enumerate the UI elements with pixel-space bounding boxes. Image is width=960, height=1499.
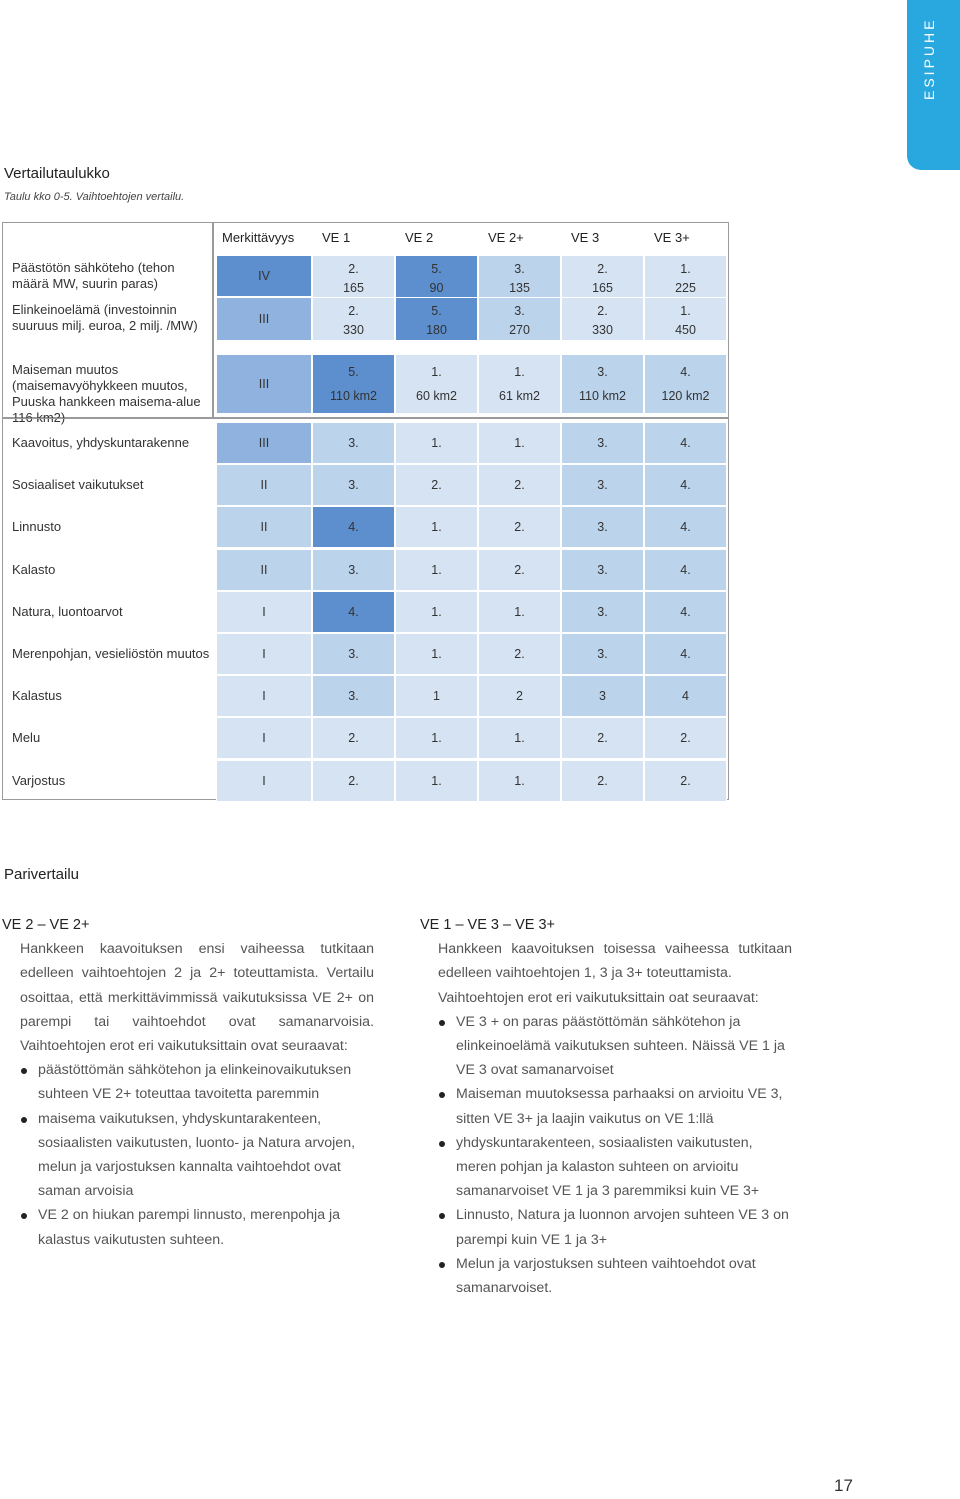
measured-value: 330 [592,323,613,337]
rank-value: 1. [514,731,525,746]
value-cell [478,591,561,633]
measured-value: 165 [343,281,364,295]
value-cell [644,675,727,717]
rank-value: 4. [348,604,359,619]
rank-value: 3. [597,436,608,450]
value-cell [478,760,561,802]
left-bullet-list [20,1058,374,1252]
value-cell [644,354,727,414]
sig-value: I [262,604,266,619]
rank-value: 1. [431,520,442,535]
rank-value: 4 [682,689,689,704]
value-cell [644,255,727,299]
value-cell [644,591,727,633]
measured-value: 225 [675,281,696,295]
rank-value: 2. [514,562,525,577]
value-cell [561,255,644,299]
header-ve3plus: VE 3+ [654,230,690,245]
value-cell [478,354,561,414]
page-number: 17 [834,1476,853,1495]
value-cell [395,506,478,548]
value-cell [395,297,478,341]
row-label: Melu [12,730,41,746]
right-intro: Hankkeen kaavoituksen toisessa vaiheessa tutkitaan edelleen vaihtoehtojen 1, 3 ja 3+ toteuttamista. [438,941,792,982]
rank-value: 2. [514,520,525,535]
rank-value: 4. [680,562,691,577]
value-cell [561,354,644,414]
rank-value: 1. [431,731,442,746]
sig-cell [216,591,312,633]
rank-value: 1. [514,773,525,788]
row-label: Merenpohjan, vesieliöstön muutos [12,646,210,661]
rank-value: 4. [680,520,691,535]
rank-value: 3. [597,647,608,661]
measured-value: 270 [509,323,530,337]
rank-value: 3. [348,647,359,661]
value-cell [644,297,727,341]
rank-value: 3. [597,520,608,535]
rank-value: 1. [431,365,442,379]
rank-value: 3. [514,304,525,318]
value-cell [395,255,478,299]
rank-value: 4. [680,365,691,379]
value-cell [561,717,644,759]
row-label-economy: Elinkeinoelämä (investoinnin suuruus milj. euroa, 2 milj. /MW) [12,302,198,333]
sig-cell-power [216,255,312,297]
sig-value: II [260,478,268,493]
rank-value: 2. [597,731,608,746]
rank-value: 5. [348,365,359,379]
value-cell [561,297,644,341]
measured-value: 330 [343,323,364,337]
value-cell [312,760,395,802]
value-cell [561,675,644,717]
sig-value: I [262,773,266,788]
rank-value: 4. [680,647,691,661]
rank-value: 4. [680,478,691,493]
sig-value: II [260,562,268,577]
value-cell [644,633,727,675]
measured-value: 110 km2 [578,389,626,403]
value-cell [644,717,727,759]
measured-value: 61 km2 [499,389,540,403]
value-cell [561,633,644,675]
value-cell [312,675,395,717]
rank-value: 1. [431,436,442,450]
rank-value: 2. [514,478,525,493]
list-item: päästöttömän sähkötehon ja elinkeinovaikutuksen suhteen VE 2+ toteuttaa tavoitetta paremmin [20,1058,374,1106]
value-cell [478,717,561,759]
value-cell [395,354,478,414]
rank-value: 1. [514,604,525,619]
sig-cell [216,422,312,464]
list-item: Linnusto, Natura ja luonnon arvojen suhteen VE 3 on parempi kuin VE 1 ja 3+ [438,1203,792,1251]
rank-value: 1. [431,647,442,661]
row-label: Sosiaaliset vaikutukset [12,477,144,493]
value-cell [478,506,561,548]
rank-value: 1. [514,365,525,379]
rank-value: 1. [680,304,691,318]
value-cell [312,354,395,414]
rank-value: 2. [597,773,608,788]
rank-value: 4. [348,520,359,535]
rank-value: 3. [514,262,525,276]
value-cell [395,760,478,802]
value-cell [312,549,395,591]
sig-cell [216,675,312,717]
list-item: Maiseman muutoksessa parhaaksi on arvioitu VE 3, sitten VE 3+ ja laajin vaikutus on VE 1:llä [438,1082,792,1130]
rank-value: 3 [599,689,606,704]
rank-value: 1. [431,773,442,788]
row-label-power: Päästötön sähköteho (tehon määrä MW, suurin paras) [12,260,175,291]
measured-value: 90 [429,281,444,295]
value-cell [312,422,395,464]
sig-value: III [258,436,270,450]
list-item: VE 2 on hiukan parempi linnusto, merenpohja ja kalastus vaikutusten suhteen. [20,1203,374,1251]
value-cell [312,506,395,548]
rank-value: 4. [680,436,691,450]
header-ve1: VE 1 [322,230,351,245]
rank-value: 2. [348,262,359,276]
row-label: Varjostus [12,772,66,788]
rank-value: 2. [348,773,359,788]
value-cell [478,464,561,506]
row-label: Natura, luontoarvot [12,603,123,619]
row-label: Kaavoitus, yhdyskuntarakenne [12,435,190,450]
sig-value: I [262,731,266,746]
right-intro-2: Vaihtoehtojen erot eri vaikutuksittain oat seuraavat: [438,989,759,1006]
value-cell [478,675,561,717]
section-tab-label: ESIPUHE [921,17,937,100]
rank-value: 5. [431,304,442,318]
row-label: Kalasto [12,561,56,577]
header-ve2: VE 2 [405,230,434,245]
right-column [420,913,792,1300]
rank-value: 2. [597,304,608,318]
rank-value: 2. [514,647,525,661]
value-cell [478,549,561,591]
value-cell [561,506,644,548]
value-cell [395,422,478,464]
value-cell [644,422,727,464]
value-cell [395,464,478,506]
value-cell [312,591,395,633]
rank-value: 2. [348,304,359,318]
value-cell [312,633,395,675]
sig-cell [216,464,312,506]
header-significance: Merkittävyys [222,230,295,245]
list-item: yhdyskuntarakenteen, sosiaalisten vaikutusten, meren pohjan ja kalaston suhteen on arvioitu samanarvoiset VE 1 ja 3 paremmiksi kuin VE 3+ [438,1131,792,1204]
sig-cell-economy [216,297,312,341]
rank-value: 1. [680,262,691,276]
value-cell [478,297,561,341]
measured-value: 110 km2 [329,389,377,403]
sig-value: II [260,520,268,535]
measured-value: 135 [509,281,530,295]
rank-value: 2. [680,773,691,788]
table-title: Vertailutaulukko [4,165,110,182]
rank-value: 2. [597,262,608,276]
rank-value: 4. [680,604,691,619]
value-cell [561,422,644,464]
right-bullet-list [438,1010,792,1300]
value-cell [395,591,478,633]
value-cell [561,549,644,591]
value-cell [312,464,395,506]
sig-cell [216,549,312,591]
sig-cell-landscape [216,354,312,414]
value-cell [644,549,727,591]
value-cell [312,717,395,759]
value-cell [561,464,644,506]
rank-value: 2 [516,689,523,704]
value-cell [644,760,727,802]
sig-value: I [262,647,266,661]
sig-value: IV [258,269,270,283]
row-label: Kalastus [12,688,62,704]
value-cell [644,506,727,548]
measured-value: 120 km2 [661,389,710,403]
rank-value: 1. [431,604,442,619]
sig-cell [216,717,312,759]
value-cell [395,549,478,591]
rank-value: 2. [680,731,691,746]
value-cell [395,675,478,717]
section-title: Parivertailu [4,866,80,883]
rank-value: 3. [348,478,359,493]
value-cell [561,760,644,802]
section-tab [907,0,960,170]
value-cell [312,255,395,299]
value-cell [561,591,644,633]
value-cell [312,297,395,341]
measured-value: 60 km2 [416,389,457,403]
table-caption: Taulu kko 0-5. Vaihtoehtojen vertailu. [4,191,185,203]
rank-value: 3. [348,436,359,450]
measured-value: 180 [426,323,447,337]
list-item: Melun ja varjostuksen suhteen vaihtoehdot ovat samanarvoiset. [438,1252,792,1300]
value-cell [395,633,478,675]
left-column [2,913,374,1252]
measured-value: 165 [592,281,613,295]
sig-cell [216,633,312,675]
sig-cell [216,760,312,802]
value-cell [478,633,561,675]
right-heading: VE 1 – VE 3 – VE 3+ [420,917,556,933]
row-label-landscape: Maiseman muutos (maisemavyöhykkeen muutos, Puuska hankkeen maisema-alue 116 km2) [12,362,201,425]
measured-value: 450 [675,323,696,337]
rank-value: 1. [431,562,442,577]
value-cell [478,422,561,464]
left-heading: VE 2 – VE 2+ [2,917,90,933]
list-item: VE 3 + on paras päästöttömän sähkötehon ja elinkeinoelämä vaikutuksen suhteen. Näissä VE 1 ja VE 3 ovat samanarvoiset [438,1010,792,1083]
rank-value: 3. [348,562,359,577]
list-item: maisema vaikutuksen, yhdyskuntarakenteen, sosiaalisten vaikutusten, luonto- ja Natura arvojen, melun ja varjostuksen kannalta vaihtoehdot ovat saman arvoisia [20,1107,374,1204]
rank-value: 5. [431,262,442,276]
sig-value: III [258,312,270,326]
header-ve2plus: VE 2+ [488,230,524,245]
rank-value: 2. [431,478,442,493]
value-cell [478,255,561,299]
rank-value: 2. [348,731,359,746]
rank-value: 3. [597,478,608,493]
value-cell [395,717,478,759]
rank-value: 3. [597,365,608,379]
rank-value: 3. [597,562,608,577]
sig-value: III [258,377,270,391]
value-cell [644,464,727,506]
rank-value: 3. [597,604,608,619]
left-intro: Hankkeen kaavoituksen ensi vaiheessa tutkitaan edelleen vaihtoehtojen 2 ja 2+ toteuttamista. Vertailu osoittaa, että merkittävimmissä vaikutuksissa VE 2+ on parempi tai vaihtoehdot ovat samanarvoisia. Vaihtoehtojen erot eri vaikutuksittain ovat seuraavat: [20,941,374,1055]
row-label: Linnusto [12,519,62,535]
rank-value: 1 [433,689,440,704]
sig-value: I [262,689,266,704]
rank-value: 1. [514,436,525,450]
sig-cell [216,506,312,548]
rank-value: 3. [348,689,359,704]
header-ve3: VE 3 [571,230,600,245]
